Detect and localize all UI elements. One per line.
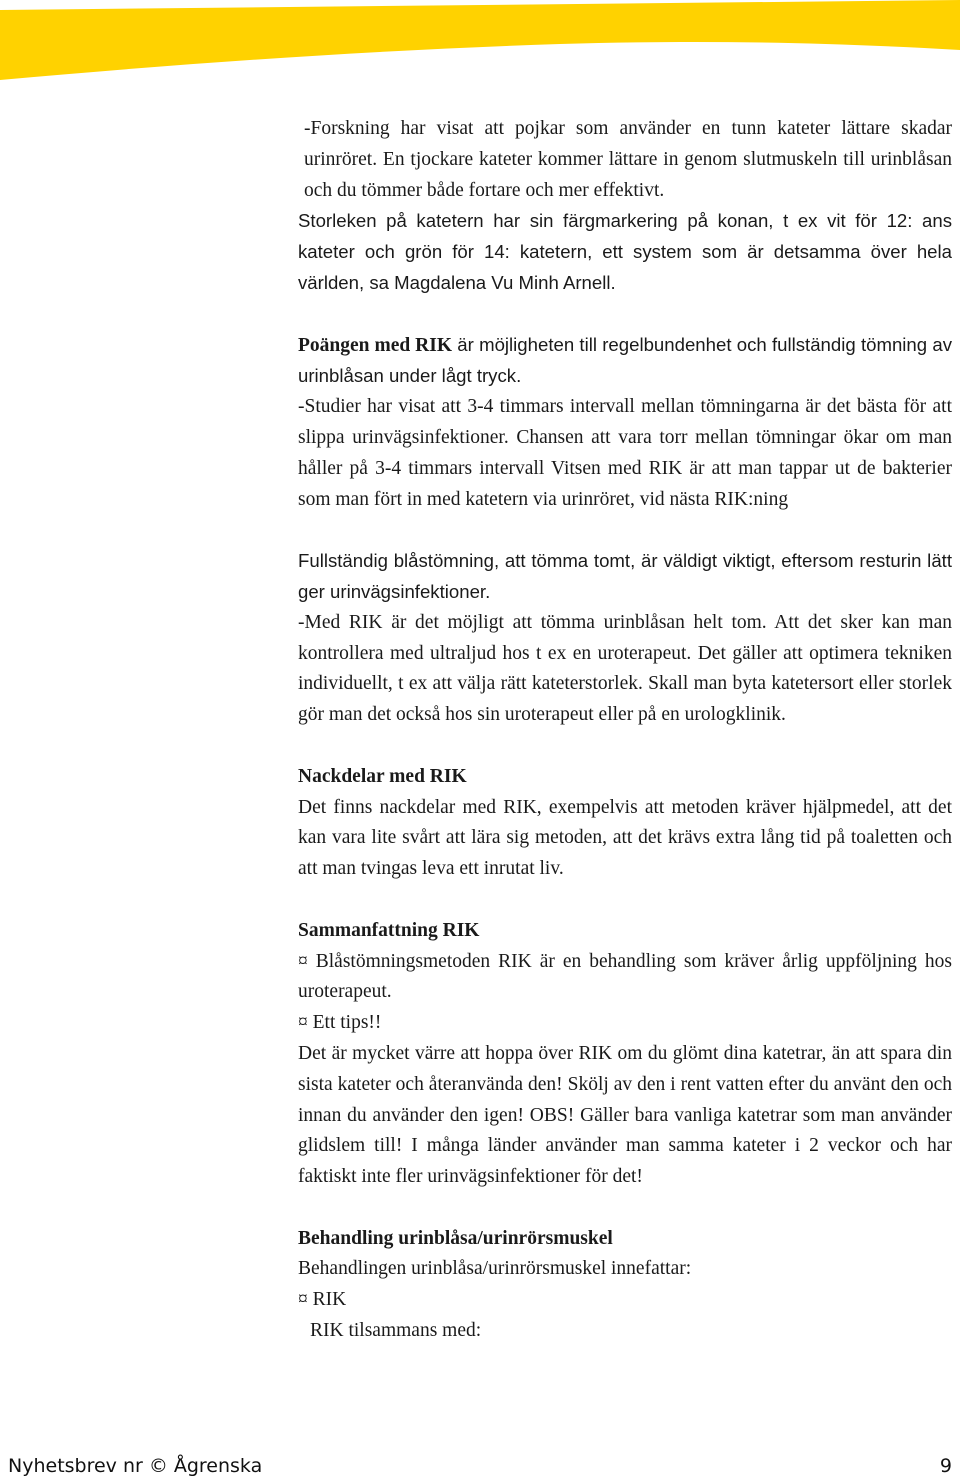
poangen-lead: Poängen med RIK [298,334,453,356]
poangen-text: är möjligheten till regelbundenhet och fullständig tömning av urinblåsan under lågt tryck. [298,333,953,387]
bullet-icon: ¤ [298,950,308,972]
sammanfattning-heading: Sammanfattning RIK [298,919,480,941]
med-rik-paragraph: -Med RIK är det möjligt att tömma urinblåsan helt tom. Att det sker kan man kontrollera med ultraljud hos t ex en uroterapeut. Det gäller att optimera tekniken individuellt, t ex att välja rätt kateterstorlek. Skall man byta katetersort eller storlek gör man det också hos sin uroterapeut eller på en urologklinik. [298,611,952,726]
tips-paragraph: Det är mycket värre att hoppa över RIK om du glömt dina katetrar, än att spara din sista kateter och återanvända den! Skölj av den i rent vatten efter du använt den och innan du använder den igen! OBS! Gäller bara vanliga katetrar som man använder glidslem till! I många länder använder man samma kateter i 2 veckor och har faktiskt inte fler urinvägsinfektioner för det! [298,1042,952,1188]
banner-shape [0,0,960,80]
footer-newsletter-label [8,1455,268,1477]
bullet-icon: ¤ [298,1289,308,1311]
intro-paragraph-2: Storleken på katetern har sin färgmarkering på konan, t ex vit för 12: ans kateter och grön för 14: katetern, ett system som är detsamma över hela världen, sa Magdalena Vu Minh Arnell. [298,210,952,293]
bullet-icon: ¤ [298,1012,308,1034]
behandling-item-1 [298,1285,952,1316]
sammanfattning-item-1 [298,947,952,1009]
sammanfattning-item-2 [298,1008,952,1039]
header-banner [0,0,960,90]
sammanfattning-item-2-text: Ett tips!! [312,1012,382,1034]
fullstandig-paragraph: Fullständig blåstömning, att tömma tomt, är väldigt viktigt, eftersom resturin lätt ger urinvägsinfektioner. [298,550,952,602]
footer-org: Ågrenska [173,1455,263,1477]
behandling-item-1-text: RIK [312,1289,347,1311]
studier-paragraph: -Studier har visat att 3-4 timmars intervall mellan tömningarna är det bästa för att slippa urinvägsinfektioner. Chansen att vara torr mellan tömningar ökar om man håller på 3-4 timmars intervall Vitsen med RIK är att man tappar ut de bakterier som man fört in med katetern via urinröret, vid nästa RIK:ning [298,396,952,510]
article-body [298,114,952,1347]
footer-newsletter: Nyhetsbrev nr [8,1455,143,1477]
page-number: 9 [939,1455,952,1477]
nackdelar-heading: Nackdelar med RIK [298,765,467,787]
behandling-line-2: RIK tilsammans med: [310,1320,482,1342]
behandling-line: Behandlingen urinblåsa/urinrörsmuskel innefattar: [298,1258,692,1280]
behandling-heading: Behandling urinblåsa/urinrörsmuskel [298,1227,613,1249]
intro-paragraph-1: -Forskning har visat att pojkar som använder en tunn kateter lättare skadar urinröret. En tjockare kateter kommer lättare in genom slutmuskeln till urinblåsan och du tömmer både fortare och mer effektivt. [304,118,952,201]
sammanfattning-item-1-text: Blåstömningsmetoden RIK är en behandling som kräver årlig uppföljning hos uroterapeut. [298,950,953,1003]
nackdelar-paragraph: Det finns nackdelar med RIK, exempelvis att metoden kräver hjälpmedel, att det kan vara lite svårt att lära sig metoden, att det krävs extra lång tid på toaletten och att man tvingas leva ett inrutat liv. [298,796,952,880]
copyright-icon: © [148,1455,168,1477]
poangen-paragraph [298,330,952,393]
